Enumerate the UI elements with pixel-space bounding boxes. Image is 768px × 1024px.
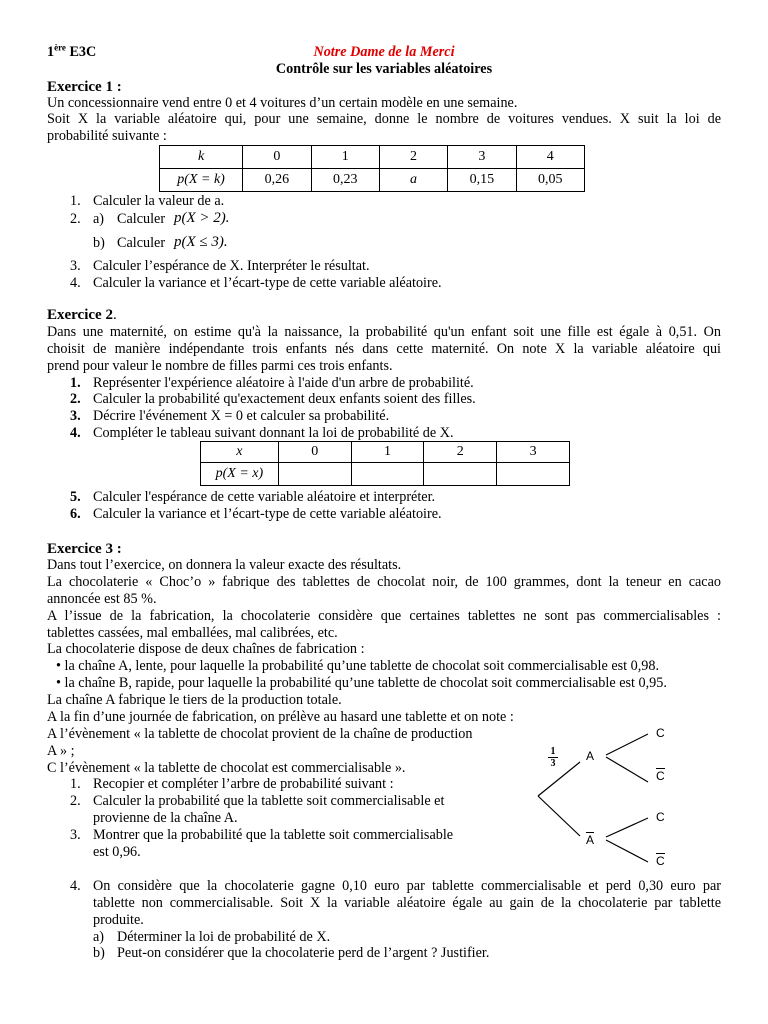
ex1-q1: Calculer la valeur de a.: [93, 193, 225, 209]
table-header-cell: x: [201, 442, 279, 463]
ex1-q2a: Calculer: [117, 211, 166, 227]
ex3-text: La chocolaterie dispose de deux chaînes de fabrication :: [47, 641, 365, 657]
ex3-q2: Calculer la probabilité que la tablette soit commercialisable et: [93, 793, 445, 809]
ex1-text: probabilité suivante :: [47, 128, 167, 144]
question-number: 2.: [70, 391, 81, 407]
table-header-cell: k: [160, 146, 243, 169]
probability-tree: [530, 720, 730, 870]
school-name: Notre Dame de la Merci: [313, 44, 455, 60]
ex2-q4: Compléter le tableau suivant donnant la loi de probabilité de X.: [93, 425, 454, 441]
ex3-text: • la chaîne A, lente, pour laquelle la probabilité qu’une tablette de chocolat soit commercialisable est 0,98.: [56, 658, 659, 674]
tree-fraction: 1 3: [548, 746, 558, 769]
class-label: 1ère E3C: [47, 42, 97, 60]
table-cell: 2: [424, 442, 497, 463]
ex3-text: A » ;: [47, 743, 75, 759]
table-cell: 3: [497, 442, 570, 463]
ex1-text: Soit X la variable aléatoire qui, pour une semaine, donne le nombre de voitures vendues. X suit la loi de: [47, 111, 721, 127]
ex2-q3: Décrire l'événement X = 0 et calculer sa probabilité.: [93, 408, 390, 424]
table-cell: 0,26: [243, 169, 311, 192]
table-cell: 0,23: [311, 169, 379, 192]
ex3-text: tablettes cassées, mal emballées, mal calibrées, etc.: [47, 625, 338, 641]
sub-question-label: a): [93, 211, 105, 227]
question-number: 6.: [70, 506, 81, 522]
ex1-q3: Calculer l’espérance de X. Interpréter le résultat.: [93, 258, 370, 274]
ex1-text: Un concessionnaire vend entre 0 et 4 voitures d’un certain modèle en une semaine.: [47, 95, 518, 111]
table-cell: 3: [448, 146, 516, 169]
table-cell: 2: [379, 146, 447, 169]
table-cell: 0,05: [516, 169, 584, 192]
ex1-title: Exercice 1 :: [47, 79, 122, 95]
tree-branches: [530, 720, 730, 870]
table-cell-empty: [351, 463, 424, 486]
ex1-q4: Calculer la variance et l’écart-type de cette variable aléatoire.: [93, 275, 442, 291]
ex2-text: Dans une maternité, on estime qu'à la naissance, la probabilité qu'un enfant soit une fille est égale à 0,51. On: [47, 324, 721, 340]
question-number: 1.: [70, 375, 81, 391]
sub-question-label: a): [93, 929, 105, 945]
table-cell: 1: [311, 146, 379, 169]
ex1-q2b-expr: p(X ≤ 3).: [174, 234, 228, 250]
tree-node-abar: A: [586, 833, 595, 847]
ex1-probability-table: [159, 145, 585, 192]
tree-leaf-cbar: C: [656, 854, 665, 868]
ex3-text: La chaîne A fabrique le tiers de la production totale.: [47, 692, 342, 708]
ex3-title: Exercice 3 :: [47, 541, 122, 557]
ex3-q4a: Déterminer la loi de probabilité de X.: [117, 929, 331, 945]
ex2-q1: Représenter l'expérience aléatoire à l'aide d'un arbre de probabilité.: [93, 375, 474, 391]
ex3-q3: est 0,96.: [93, 844, 141, 860]
table-cell-empty: [278, 463, 351, 486]
ex3-q4: On considère que la chocolaterie gagne 0,10 euro par tablette commercialisable et perd 0,30 euro par: [93, 878, 721, 894]
ex3-q4: tablette non commercialisable. Soit X la variable aléatoire égale au gain de la chocolaterie par tablette: [93, 895, 721, 911]
sub-question-label: b): [93, 235, 105, 251]
table-cell: 4: [516, 146, 584, 169]
table-header-cell: p(X = k): [160, 169, 243, 192]
ex3-q3: Montrer que la probabilité que la tablette soit commercialisable: [93, 827, 454, 843]
ex3-q1: Recopier et compléter l’arbre de probabilité suivant :: [93, 776, 394, 792]
ex2-q6: Calculer la variance et l’écart-type de cette variable aléatoire.: [93, 506, 442, 522]
question-number: 3.: [70, 408, 81, 424]
ex2-title: Exercice 2.: [47, 307, 117, 323]
question-number: 2.: [70, 211, 81, 227]
ex2-text: choisit de manière indépendante trois enfants nés dans cette maternité. On note X la variable aléatoire qui: [47, 341, 721, 357]
question-number: 3.: [70, 827, 81, 843]
ex3-q4: produite.: [93, 912, 144, 928]
ex3-text: C l’évènement « la tablette de chocolat est commercialisable ».: [47, 760, 406, 776]
question-number: 5.: [70, 489, 81, 505]
question-number: 1.: [70, 776, 81, 792]
ex3-text: A l’évènement « la tablette de chocolat provient de la chaîne de production: [47, 726, 473, 742]
table-cell: a: [379, 169, 447, 192]
ex3-q2: provienne de la chaîne A.: [93, 810, 238, 826]
ex2-probability-table: [200, 441, 570, 486]
question-number: 2.: [70, 793, 81, 809]
table-cell: 1: [351, 442, 424, 463]
ex1-q2a-expr: p(X > 2).: [174, 210, 230, 226]
table-cell: 0: [278, 442, 351, 463]
question-number: 3.: [70, 258, 81, 274]
ex2-text: prend pour valeur le nombre de filles parmi ces trois enfants.: [47, 358, 393, 374]
page-title: Contrôle sur les variables aléatoires: [275, 61, 493, 77]
ex3-text: La chocolaterie « Choc’o » fabrique des tablettes de chocolat noir, de 100 grammes, dont la teneur en cacao: [47, 574, 721, 590]
ex3-text: • la chaîne B, rapide, pour laquelle la probabilité qu’une tablette de chocolat soit commercialisable est 0,95.: [56, 675, 667, 691]
ex3-q4b: Peut-on considérer que la chocolaterie perd de l’argent ? Justifier.: [117, 945, 490, 961]
tree-leaf-c: C: [656, 810, 665, 824]
ex2-q2: Calculer la probabilité qu'exactement deux enfants soient des filles.: [93, 391, 476, 407]
table-cell-empty: [424, 463, 497, 486]
table-cell-empty: [497, 463, 570, 486]
question-number: 4.: [70, 425, 81, 441]
tree-node-a: A: [586, 749, 595, 763]
ex3-text: Dans tout l’exercice, on donnera la valeur exacte des résultats.: [47, 557, 402, 573]
tree-leaf-c: C: [656, 726, 665, 740]
table-cell: 0: [243, 146, 311, 169]
ex3-text: annoncée est 85 %.: [47, 591, 157, 607]
tree-leaf-cbar: C: [656, 769, 665, 783]
ex1-q2b: Calculer: [117, 235, 166, 251]
table-header-cell: p(X = x): [201, 463, 279, 486]
ex3-text: A l’issue de la fabrication, la chocolaterie considère que certaines tablettes ne sont pas commercialisables :: [47, 608, 721, 624]
sub-question-label: b): [93, 945, 105, 961]
question-number: 4.: [70, 878, 81, 894]
ex3-text: A la fin d’une journée de fabrication, on prélève au hasard une tablette et on note :: [47, 709, 514, 725]
ex2-q5: Calculer l'espérance de cette variable aléatoire et interpréter.: [93, 489, 436, 505]
table-cell: 0,15: [448, 169, 516, 192]
question-number: 1.: [70, 193, 81, 209]
question-number: 4.: [70, 275, 81, 291]
